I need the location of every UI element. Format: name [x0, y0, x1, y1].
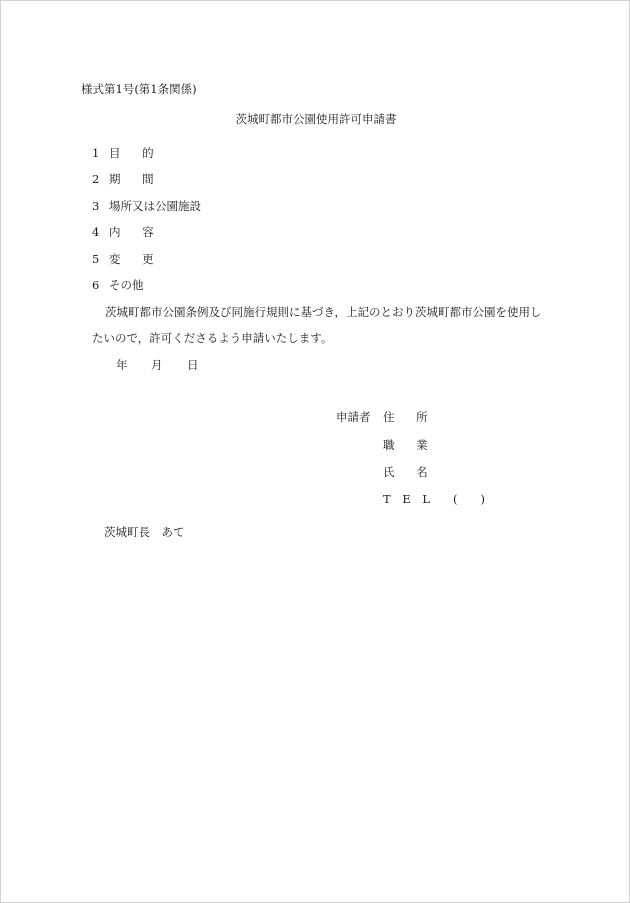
item-number-4: 4	[92, 225, 100, 239]
item-label-location: 場所又は公園施設	[109, 199, 201, 213]
applicant-label: 申請者	[336, 410, 371, 424]
item-label-period: 期 間	[109, 172, 163, 186]
item-number-1: 1	[92, 146, 100, 160]
item-number-6: 6	[92, 278, 100, 292]
tel-parentheses: ( )	[453, 492, 485, 506]
field-label-name: 氏 名	[383, 465, 437, 479]
item-number-2: 2	[92, 172, 100, 186]
item-label-purpose: 目 的	[109, 146, 163, 160]
item-number-5: 5	[92, 252, 100, 266]
addressee: 茨城町長 あて	[104, 525, 185, 539]
date-year-label: 年	[116, 358, 128, 372]
item-label-other: その他	[109, 278, 144, 292]
item-label-change: 変 更	[109, 252, 163, 266]
item-number-3: 3	[92, 199, 100, 213]
form-number: 様式第1号(第1条関係)	[81, 82, 197, 96]
field-label-occupation: 職 業	[383, 438, 437, 452]
body-text-line-1: 茨城町都市公園条例及び同施行規則に基づき，上記のとおり茨城町都市公園を使用し	[105, 305, 542, 319]
item-label-content: 内 容	[109, 225, 163, 239]
field-label-tel: T E L	[383, 492, 435, 506]
date-day-label: 日	[187, 358, 199, 372]
field-label-address: 住 所	[383, 410, 437, 424]
document-title: 茨城町都市公園使用許可申請書	[235, 112, 397, 126]
date-month-label: 月	[151, 358, 163, 372]
body-text-line-2: たいので，許可くださるよう申請いたします。	[92, 331, 333, 345]
